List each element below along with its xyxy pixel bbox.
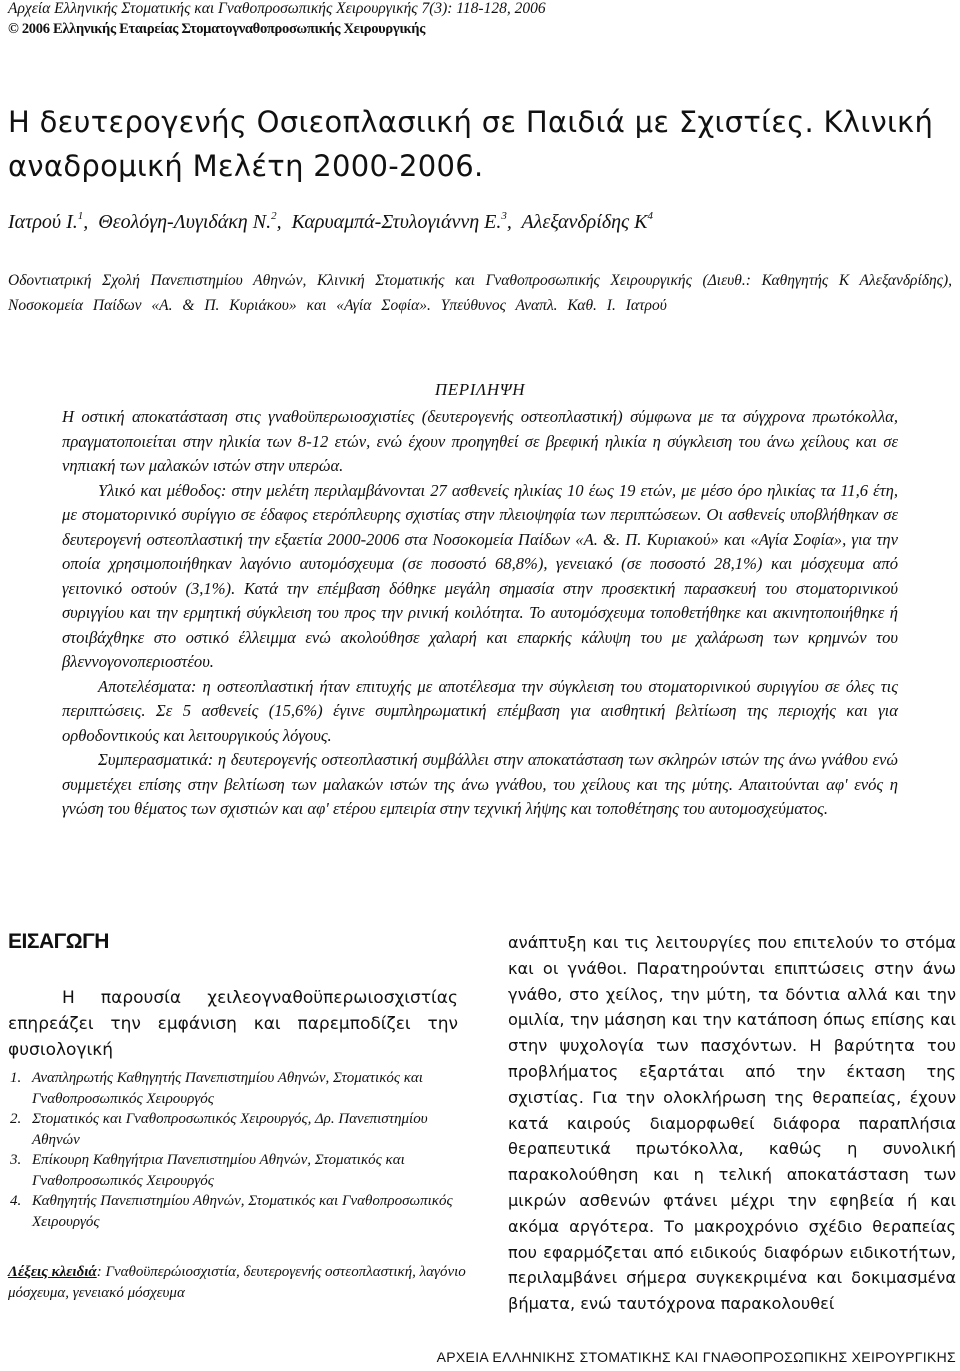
abstract-paragraph: Η οστική αποκατάσταση στις γναθοϋπερωιοσχιστίες (δευτερογενής οστεοπλαστική) σύμφωνα με τα σύγχρονα πρωτόκολλα, πραγματοποιείται στην ηλικία των 8-12 ετών, ενώ έχουν προηγηθεί σε βρεφική ηλικία η σύγκλειση του άνω χείλους και σε νηπιακή των μαλακών ιστών στην υπερώα. bbox=[62, 407, 898, 475]
author-affiliation-marker: 3 bbox=[501, 210, 507, 222]
footnote-number: 1. bbox=[10, 1070, 22, 1086]
footnote-item bbox=[8, 1191, 460, 1232]
footnote-item bbox=[8, 1068, 460, 1109]
keywords-text: : Γναθοϋπερώιοσχιστία, δευτερογενής οστεοπλαστική, λαγόνιο μόσχευμα, γενειακό μόσχευμα bbox=[8, 1264, 466, 1301]
footnote-item bbox=[8, 1150, 460, 1191]
author-affiliation-marker: 1 bbox=[77, 210, 84, 222]
introduction-text: Η παρουσία χειλεογναθοϋπερωιοσχιστίας επηρεάζει την εμφάνιση και παρεμποδίζει την φυσιολογική bbox=[8, 988, 458, 1060]
footnote-text: Καθηγητής Πανεπιστημίου Αθηνών, Στοματικός και Γναθοπροσωπικός Χειρουργός bbox=[32, 1193, 453, 1230]
footnote-number: 2. bbox=[10, 1111, 22, 1127]
author-footnotes bbox=[8, 1068, 460, 1232]
author-name: Καρυαμπά-Στυλογιάννη Ε. bbox=[291, 211, 502, 233]
keywords bbox=[8, 1262, 478, 1304]
abstract-paragraph: Συμπερασματικά: η δευτερογενής οστεοπλαστική συμβάλλει στην αποκατάσταση των σκληρών ιστών της άνω γνάθου ενώ συμμετέχει επίσης στην βελτίωση των μαλακών ιστών της άνω γνάθου, του χείλους και της μύτης. Απαιτούνται αφ' ενός η γνώση του θέματος των σχιστιών και αφ' ετέρου εμπειρία στην τεχνική λήψης και τοποθέτησης του αυτομοσχεύματος. bbox=[62, 750, 898, 818]
article-title: Η δευτερογενής Οσιεοπλασιική σε Παιδιά με Σχιστίες. Κλινική αναδρομική Μελέτη 2000-2006. bbox=[8, 105, 934, 183]
affiliation: Οδοντιατρική Σχολή Πανεπιστημίου Αθηνών, Κλινική Στοματικής και Γναθοπροσωπικής Χειρουργικής (Διευθ.: Καθηγητής Κ Αλεξανδρίδης), Νοσοκομεία Παίδων «Α. & Π. Κυριάκου» και «Αγία Σοφία». Υπεύθυνος Αναπλ. Καθ. Ι. Ιατρού bbox=[8, 272, 952, 314]
author-name: Αλεξανδρίδης Κ bbox=[521, 211, 648, 233]
author-name: Θεολόγη-Λυγιδάκη Ν. bbox=[98, 211, 272, 233]
abstract-paragraph: Υλικό και μέθοδος: στην μελέτη περιλαμβάνονται 27 ασθενείς ηλικίας 10 έως 19 ετών, με μέσο όρο ηλικίας τα 11,6 έτη, με στοματορινικό συρίγγιο σε έδαφος ετερόπλευρης σχιστίας στην πλειοψηφία των περιπτώσεων. Οι ασθενείς υποβλήθηκαν σε δευτερογενή οστεοπλαστική την εξαετία 2000-2006 στα Νοσοκομεία Παίδων «Α. &. Π. Κυριακού» και «Αγία Σοφία», για την οποία χρησιμοποιήθηκαν λαγόνιο αυτομόσχευμα (σε ποσοστό 68,8%), γενειακό (σε ποσοστό 28,1%) και μόσχευμα από γειτονικό οστούν (3,1%). Κατά την επέμβαση δόθηκε μεγάλη σημασία στην προσεκτική παρασκευή του στοματορινικού συριγγίου και την ερμητική σύγκλειση του προς την ρινική κοιλότητα. Το αυτομόσχευμα τοποθετήθηκε και ακινητοποιήθηκε ή στοιβάχθηκε στο οστικό έλλειμμα ενώ ακολούθησε χαλαρή και επαρκής κάλυψη του με χαλάρωση των κρημνών του βλεννογονοπεριοστέου. bbox=[62, 480, 898, 671]
author-affiliation-marker: 2 bbox=[271, 210, 277, 222]
introduction-heading: ΕΙΣΑΓΩΓΗ bbox=[8, 930, 109, 953]
keywords-label: Λέξεις κλειδιά bbox=[8, 1264, 97, 1280]
footnote-number: 4. bbox=[10, 1193, 22, 1209]
journal-citation: Αρχεία Ελληνικής Στοματικής και Γναθοπροσωπικής Χειρουργικής 7(3): 118-128, 2006 bbox=[8, 0, 546, 17]
copyright-notice: © 2006 Ελληνικής Εταιρείας Στοματογναθοπροσωπικής Χειρουργικής bbox=[8, 21, 426, 37]
journal-footer: ΑΡΧΕΙΑ ΕΛΛΗΝΙΚΗΣ ΣΤΟΜΑΤΙΚΗΣ ΚΑΙ ΓΝΑΘΟΠΡΟΣΩΠΙΚΗΣ ΧΕΙΡΟΥΡΓΙΚΗΣ bbox=[436, 1349, 956, 1365]
footnote-text: Επίκουρη Καθηγήτρια Πανεπιστημίου Αθηνών, Στοματικός και Γναθοπροσωπικός Χειρουργός bbox=[32, 1152, 405, 1189]
footnote-text: Αναπληρωτής Καθηγητής Πανεπιστημίου Αθηνών, Στοματικός και Γναθοπροσωπικός Χειρουργός bbox=[32, 1070, 423, 1107]
author-name: Ιατρού Ι. bbox=[8, 211, 78, 233]
footnote-number: 3. bbox=[10, 1152, 22, 1168]
abstract-body bbox=[62, 405, 898, 822]
author-affiliation-marker: 4 bbox=[647, 210, 654, 222]
abstract-paragraph: Αποτελέσματα: η οστεοπλαστική ήταν επιτυχής με αποτέλεσμα την σύγκλειση του στοματορινικού συριγγίου σε όλες τις περιπτώσεις. Σε 5 ασθενείς (15,6%) έγινε συμπληρωματική επέμβαση για αισθητική βελτίωση της περιοχής και για ορθοδοντικούς και λειτουργικούς λόγους. bbox=[62, 676, 898, 745]
abstract-heading: ΠΕΡΙΛΗΨΗ bbox=[434, 380, 526, 399]
footnote-text: Στοματικός και Γναθοπροσωπικός Χειρουργός, Δρ. Πανεπιστημίου Αθηνών bbox=[32, 1111, 428, 1148]
author-list: Ιατρού Ι.$^1$, Θεολόγη-Λυγιδάκη Ν.$^2$, Καρυαμπά-Στυλογιάννη Ε.$^3$, Αλεξανδρίδης $K^4$ bbox=[8, 210, 654, 233]
right-column-text: ανάπτυξη και τις λειτουργίες που επιτελούν το στόμα και οι γνάθοι. Παρατηρούνται επιπτώσεις στην άνω γνάθο, στο χείλος, την μύτη, τα δόντια αλλά και την ομιλία, την μάσηση και την κατάποση όπως επίσης και στην ψυχολογία των πασχόντων. Η βαρύτητα του προβλήματος εξαρτάται από την έκταση της σχιστίας. Για την ολοκλήρωση της θεραπείας, έχουν κατά καιρούς διαμορφωθεί διάφορα παραπλήσια θεραπευτικά πρωτόκολλα, καθώς η συνολική παρακολούθηση και η τελική αποκατάσταση των μικρών ασθενών φτάνει μέχρι την εφηβεία ή και ακόμα αργότερα. Το μακροχρόνιο σχέδιο θεραπείας που εφαρμόζεται από ειδικούς διαφόρων ειδικοτήτων, περιλαμβάνει σήμερα συγκεκριμένα και δοκιμασμένα βήματα, ενώ ταυτόχρονα παρακολουθεί bbox=[508, 933, 956, 1314]
footnote-item bbox=[8, 1109, 460, 1150]
